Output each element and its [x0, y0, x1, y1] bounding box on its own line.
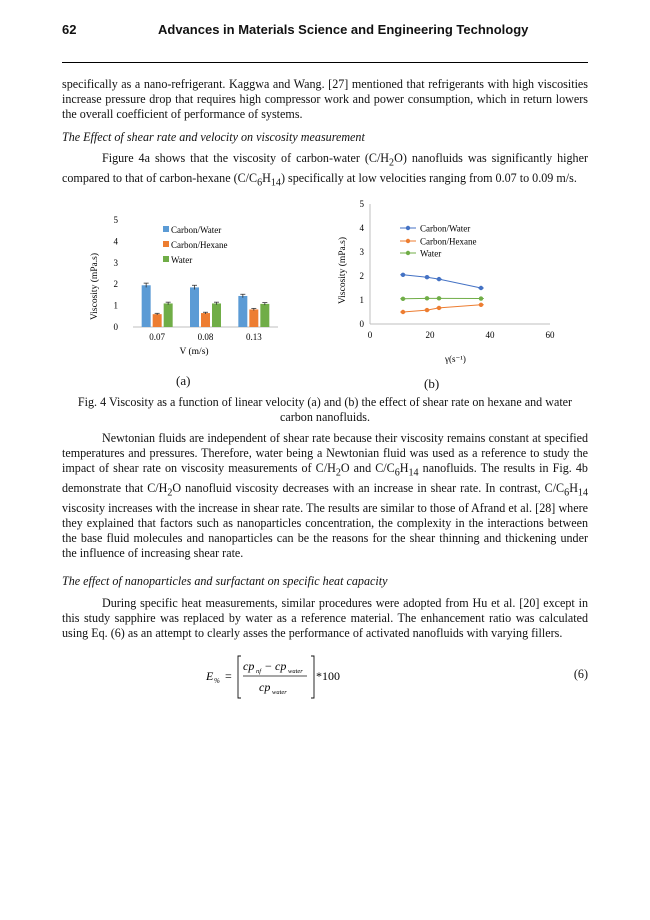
legend-label-b-carbon-hexane: Carbon/Hexane [420, 236, 477, 247]
chart-b-point [479, 303, 483, 307]
legend-swatch-carbon-water [163, 226, 169, 232]
chart-b-series-line [403, 305, 481, 312]
chart-a-ytick-label: 0 [113, 322, 118, 332]
chart-b-xtick-label: 20 [425, 330, 435, 340]
legend-marker-carbon-hexane [406, 239, 410, 243]
equation-svg [205, 654, 350, 700]
chart-b-xtick-label: 40 [485, 330, 495, 340]
chart-b-ytick-label: 1 [359, 295, 364, 305]
chart-a-legend [163, 225, 227, 265]
eq-num-a-sub: nf [256, 668, 262, 675]
chart-a-bar [142, 285, 151, 327]
chart-a-bar [238, 296, 247, 327]
chart-b [334, 196, 564, 381]
eq-equals: = [225, 669, 232, 683]
equation-number: (6) [573, 667, 588, 681]
eq-den: cp [259, 680, 271, 694]
legend-marker-carbon-water [406, 226, 410, 230]
chart-b-ytick-label: 0 [359, 319, 364, 329]
chart-b-point [425, 275, 429, 279]
chart-b-point [437, 306, 441, 310]
paragraph-1: specifically as a nano-refrigerant. Kaggwa and Wang. [27] mentioned that refrigerants with high viscosities increase pressure drop that requires high compressor work and power consumption, which in return lowers the overall coefficient of performance of systems. [62, 77, 588, 122]
eq-minus: − [265, 659, 272, 673]
eq-bracket-right [311, 656, 314, 698]
eq-den-sub: water [272, 689, 287, 696]
legend-label-carbon-water: Carbon/Water [171, 225, 222, 235]
chart-b-point [425, 296, 429, 300]
chart-b-point [437, 277, 441, 281]
panel-label-b: (b) [424, 376, 440, 391]
journal-title: Advances in Materials Science and Engineering Technology [158, 22, 529, 37]
chart-a-bar [164, 303, 173, 327]
equation-6 [205, 654, 350, 700]
chart-b-xlabel: γ(s⁻¹) [445, 354, 466, 364]
paragraph-4: During specific heat measurements, similar procedures were adopted from Hu et al. [20] except in this study sapphire was replaced by water as a reference material. The enhancement ratio was calculated using Eq. (6) as an attempt to clearly asses the performance of activated nanofluids with varying fillers. [62, 596, 588, 641]
chart-a-bar [153, 314, 162, 327]
chart-a-ytick-label: 5 [113, 215, 118, 225]
chart-b-xtick-label: 0 [367, 330, 373, 340]
chart-a-ytick-label: 1 [113, 300, 118, 311]
eq-lhs: E [206, 669, 214, 683]
eq-num-b-sub: water [288, 668, 303, 675]
page-number: 62 [62, 22, 77, 37]
legend-label-b-water: Water [420, 248, 442, 259]
chart-b-svg [334, 196, 564, 381]
chart-a-ylabel: Viscosity (mPa.s) [90, 253, 100, 320]
eq-num-b: cp [275, 659, 287, 673]
eq-times-100: *100 [316, 669, 340, 683]
paragraph-3: Newtonian fluids are independent of shear rate because their viscosity remains constant at specified temperatures and pressures. Therefore, water being a Newtonian fluid was used as a reference to study the impact of shear rate on viscosity measurements of $C/H_2O$ and $C/C_6H_{14}$ nanofluids. The results in Fig. 4b demonstrate that $C/H_2O$ nanofluid viscosity decreases with an increase in shear rate. In contrast, $C/C_6H_{14}$ viscosity increases with the increase in shear rate. The results are similar to those of Afrand et al. [28] where they explained that factors such as nanoparticles concentration, the complexity in the interactions between the base fluid molecules and nanoparticles can be the reasons for the shear thinning and thickening under the influence of increasing shear rate. [62, 431, 588, 561]
legend-marker-water [406, 251, 410, 255]
chart-b-point [401, 310, 405, 314]
chart-a-ytick-label: 4 [113, 236, 118, 247]
eq-bracket-left [238, 656, 241, 698]
chart-b-series-line [403, 275, 481, 288]
eq-num-a: cp [243, 659, 255, 673]
figure-caption: Fig. 4 Viscosity as a function of linear velocity (a) and (b) the effect of shear rate on hexane and water carbon nanofluids. [77, 395, 573, 425]
chart-a-bar [201, 313, 210, 327]
chart-a-bar [260, 304, 269, 327]
chart-b-ytick-label: 3 [359, 247, 364, 257]
legend-label-carbon-hexane: Carbon/Hexane [171, 240, 228, 250]
chart-b-point [401, 273, 405, 277]
chart-b-ylabel: Viscosity (mPa.s) [338, 237, 348, 304]
chart-b-xtick-label: 60 [545, 330, 555, 340]
chart-b-ytick-label: 5 [359, 199, 364, 209]
chart-a-xtick-label: 0.07 [149, 332, 166, 342]
section-heading-shear-rate: The Effect of shear rate and velocity on viscosity measurement [62, 130, 365, 144]
chart-a-bar [190, 287, 199, 327]
chart-b-legend [400, 224, 476, 259]
chart-b-point [401, 297, 405, 301]
section-heading-specific-heat: The effect of nanoparticles and surfactant on specific heat capacity [62, 574, 388, 588]
chart-a-xtick-label: 0.13 [245, 332, 262, 342]
chart-a-bar [212, 303, 221, 327]
chart-b-point [479, 296, 483, 300]
legend-label-water: Water [171, 255, 193, 265]
paragraph-2: Figure 4a shows that the viscosity of carbon-water $(C/H_2O)$ nanofluids was significantly higher compared to that of carbon-hexane $(C/C_6H_{14})$ specifically at low velocities ranging from 0.07 to 0.09 m/s. [62, 151, 588, 189]
eq-lhs-sub: % [214, 677, 220, 685]
chart-a [88, 210, 288, 370]
chart-b-point [425, 308, 429, 312]
legend-label-b-carbon-water: Carbon/Water [420, 223, 471, 234]
chart-b-ytick-label: 4 [359, 223, 364, 233]
legend-swatch-water [163, 256, 169, 262]
header-rule [62, 62, 588, 63]
chart-a-ytick-label: 3 [113, 257, 118, 268]
chart-b-ytick-label: 2 [359, 271, 364, 281]
chart-b-point [479, 286, 483, 290]
chart-a-xlabel: V (m/s) [179, 347, 209, 357]
page-header [62, 22, 588, 44]
chart-a-bar [249, 309, 258, 327]
chart-b-point [437, 296, 441, 300]
chart-a-xtick-label: 0.08 [197, 332, 214, 342]
legend-swatch-carbon-hexane [163, 241, 169, 247]
panel-label-a: (a) [176, 373, 191, 388]
chart-a-ytick-label: 2 [113, 279, 118, 290]
chart-a-svg [88, 210, 288, 370]
